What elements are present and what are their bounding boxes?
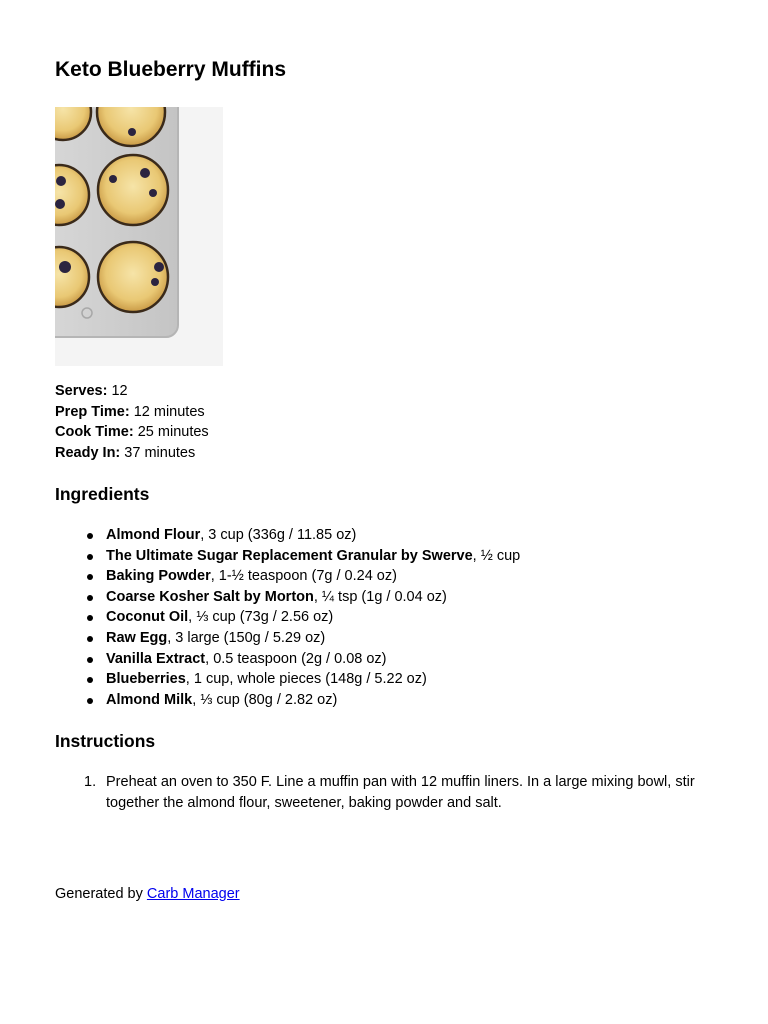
ingredient-item: Raw Egg, 3 large (150g / 5.29 oz) [55, 628, 520, 649]
ingredient-item: The Ultimate Sugar Replacement Granular by Swerve, ½ cup [55, 546, 520, 567]
instructions-heading: Instructions [55, 731, 156, 751]
meta-prep-time: Prep Time: 12 minutes [55, 403, 205, 420]
instruction-step [55, 772, 715, 813]
recipe-meta [55, 381, 209, 464]
meta-serves: Serves: 12 [55, 383, 128, 399]
ingredient-item: Almond Milk, ⅓ cup (80g / 2.82 oz) [55, 690, 520, 711]
step-number: 1. [84, 774, 97, 790]
ingredients-list [55, 525, 520, 710]
recipe-title: Keto Blueberry Muffins [55, 58, 287, 81]
ingredient-item: Coarse Kosher Salt by Morton, ¼ tsp (1g / 0.04 oz) [55, 587, 520, 608]
ingredient-item: Coconut Oil, ⅓ cup (73g / 2.56 oz) [55, 607, 520, 628]
step-text: Preheat an oven to 350 F. Line a muffin pan with 12 muffin liners. In a large mixing bowl, stir together the almond flour, sweetener, baking powder and salt. [106, 774, 695, 811]
ingredient-item: Blueberries, 1 cup, whole pieces (148g / 5.22 oz) [55, 669, 520, 690]
ingredient-item: Vanilla Extract, 0.5 teaspoon (2g / 0.08 oz) [55, 649, 520, 670]
muffin-photo [55, 107, 223, 366]
meta-ready-in: Ready In: 37 minutes [55, 445, 196, 462]
meta-cook-time: Cook Time: 25 minutes [55, 424, 209, 441]
ingredient-item: Almond Flour, 3 cup (336g / 11.85 oz) [55, 525, 520, 546]
ingredient-item: Baking Powder, 1-½ teaspoon (7g / 0.24 oz) [55, 566, 520, 587]
ingredients-heading: Ingredients [55, 484, 150, 504]
instructions-list [55, 772, 715, 813]
footer [55, 886, 240, 902]
carb-manager-link[interactable]: Carb Manager [146, 886, 240, 902]
footer-prefix: Generated by [55, 886, 147, 902]
